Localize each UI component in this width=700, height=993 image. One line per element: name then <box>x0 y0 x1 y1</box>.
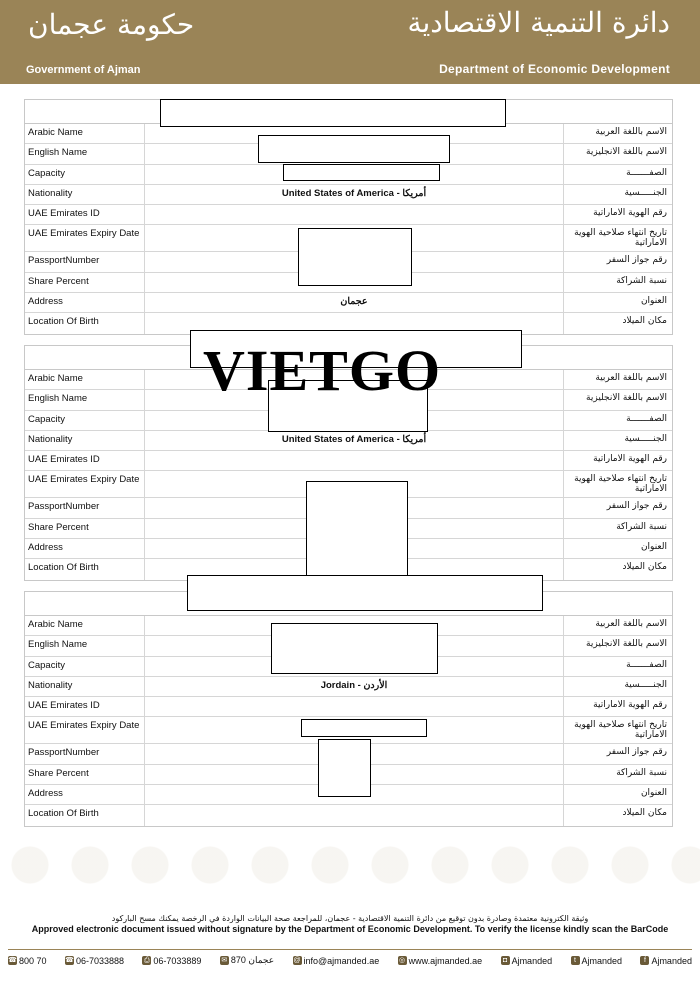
redaction-box <box>160 99 506 127</box>
twitter-icon: t <box>571 956 580 965</box>
footer-note-arabic: وثيقة الكترونية معتمدة وصادرة بدون توقيع من دائرة التنمية الاقتصادية - عجمان، للمراجعة صحة البيانات الواردة في الرخصة يمكنك مسح الباركود <box>111 914 589 923</box>
table-row: UAE Emirates ID رقم الهوية الاماراتية <box>25 205 672 225</box>
table-row: Arabic Name الاسم باللغة العربية <box>25 370 672 390</box>
phone-icon: ☎ <box>8 957 17 964</box>
table-row: PassportNumber رقم جواز السفر <box>25 498 672 518</box>
table-row: UAE Emirates Expiry Date تاريخ انتهاء صلاحية الهوية الاماراتية <box>25 717 672 744</box>
instagram-icon: ◘ <box>501 956 510 965</box>
table-row: Location Of Birth مكان الميلاد <box>25 805 672 825</box>
nationality-value: United States of America - أمريكا <box>145 185 564 204</box>
footer-divider <box>8 949 692 950</box>
table-row: Share Percent نسبة الشراكة <box>25 519 672 539</box>
table-row: Share Percent نسبة الشراكة <box>25 765 672 785</box>
globe-icon: ◎ <box>399 957 406 964</box>
redaction-box <box>258 135 450 163</box>
header-band <box>0 0 700 84</box>
contact-phone[interactable]: ☎ 06-7033888 <box>65 955 124 966</box>
address-value: عجمان <box>145 293 564 312</box>
table-row: Capacity الصفـــــــة <box>25 657 672 677</box>
table-row: Address عجمان العنوان <box>25 293 672 313</box>
table-row: Capacity الصفـــــــة <box>25 411 672 431</box>
table-row: UAE Emirates Expiry Date تاريخ انتهاء صلاحية الهوية الاماراتية <box>25 471 672 498</box>
contact-facebook[interactable]: f Ajmanded <box>640 955 692 966</box>
table-row: Nationality Jordain - الأردن الجنـــــسية <box>25 677 672 697</box>
table-row: Nationality United States of America - أمريكا الجنـــــسية <box>25 431 672 451</box>
redaction-box <box>187 575 543 611</box>
watermark-text: VIETGO <box>203 338 442 403</box>
redaction-box <box>306 481 408 577</box>
table-row: PassportNumber رقم جواز السفر <box>25 252 672 272</box>
facebook-icon: f <box>640 956 649 965</box>
table-row: Nationality United States of America - أمريكا الجنـــــسية <box>25 185 672 205</box>
fax-icon: ⎙ <box>144 957 150 964</box>
contact-website[interactable]: ◎ www.ajmanded.ae <box>399 955 483 966</box>
table-row: English Name الاسم باللغة الانجليزية <box>25 636 672 656</box>
footer-ornament <box>0 835 700 905</box>
contact-email[interactable]: @ info@ajmanded.ae <box>293 955 380 966</box>
table-row: Address العنوان <box>25 785 672 805</box>
government-logo-arabic: حكومة عجمان <box>28 8 195 41</box>
redaction-box <box>283 164 440 181</box>
redaction-box <box>301 719 427 737</box>
department-name: Department of Economic Development <box>439 62 670 76</box>
table-row: Location Of Birth مكان الميلاد <box>25 313 672 333</box>
table-row: Location Of Birth مكان الميلاد <box>25 559 672 579</box>
table-row: English Name الاسم باللغة الانجليزية <box>25 144 672 164</box>
footer-note-english: Approved electronic document issued without signature by the Department of Economic Development. To verify the license kindly scan the BarCode <box>31 924 669 934</box>
mailbox-icon: ✉ <box>221 957 228 964</box>
contact-fax[interactable]: ⎙ 06-7033889 <box>144 955 202 966</box>
nationality-value: Jordain - الأردن <box>145 677 564 696</box>
nationality-value: United States of America - أمريكا <box>145 431 564 450</box>
redaction-box <box>298 228 412 286</box>
redaction-box <box>318 739 371 797</box>
table-row: English Name الاسم باللغة الانجليزية <box>25 390 672 410</box>
email-icon: @ <box>293 957 301 964</box>
table-row: PassportNumber رقم جواز السفر <box>25 744 672 764</box>
table-row: Arabic Name الاسم باللغة العربية <box>25 124 672 144</box>
table-row: Capacity الصفـــــــة <box>25 165 672 185</box>
table-row: Share Percent نسبة الشراكة <box>25 273 672 293</box>
contact-bar <box>8 955 692 966</box>
phone-icon: ☎ <box>65 957 74 964</box>
table-row: UAE Emirates ID رقم الهوية الاماراتية <box>25 451 672 471</box>
contact-instagram[interactable]: ◘ Ajmanded <box>501 955 553 966</box>
department-logo-arabic: دائرة التنمية الاقتصادية <box>407 6 670 39</box>
redaction-box <box>271 623 438 674</box>
table-row: Arabic Name الاسم باللغة العربية <box>25 616 672 636</box>
contact-pobox: ✉ 870 عجمان <box>221 955 275 965</box>
government-name: Government of Ajman <box>26 64 141 76</box>
table-row: UAE Emirates ID رقم الهوية الاماراتية <box>25 697 672 717</box>
table-row: Address العنوان <box>25 539 672 559</box>
contact-twitter[interactable]: t Ajmanded <box>571 955 623 966</box>
table-row: UAE Emirates Expiry Date تاريخ انتهاء صلاحية الهوية الاماراتية <box>25 225 672 252</box>
contact-tollfree[interactable]: ☎ 800 70 <box>8 955 47 966</box>
